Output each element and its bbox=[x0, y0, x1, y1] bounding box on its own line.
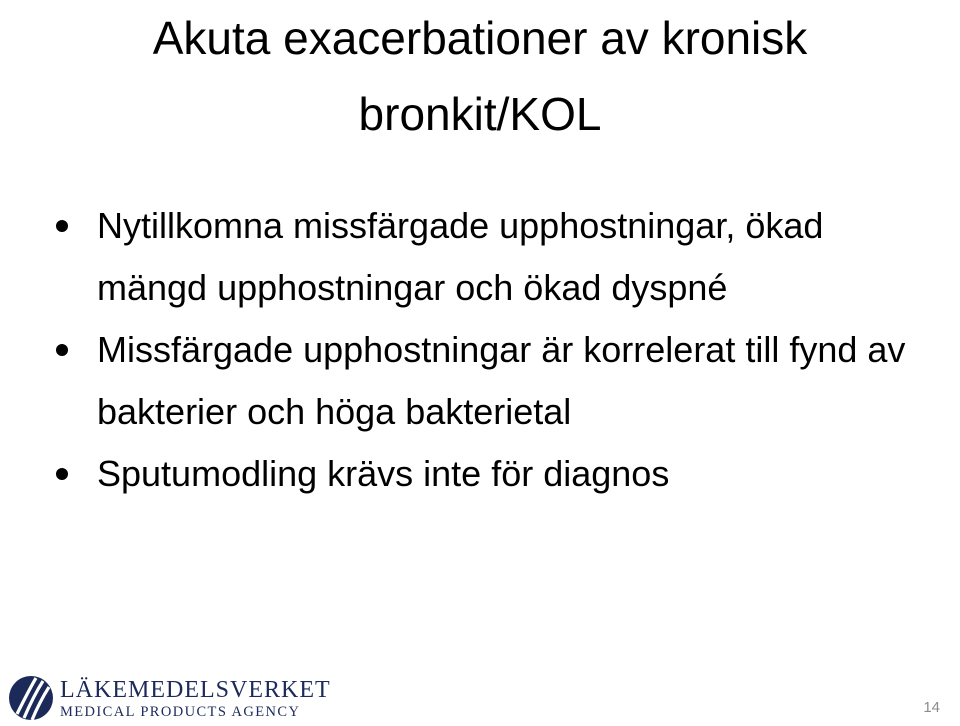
bullet-dot-icon bbox=[56, 220, 68, 232]
bullet-text: Missfärgade upphostningar är korrelerat till fynd av bakterier och höga bakterietal bbox=[97, 329, 906, 432]
bullet-item bbox=[56, 195, 936, 319]
agency-emblem-icon bbox=[8, 674, 54, 722]
bullet-list bbox=[56, 195, 936, 505]
bullet-text: Nytillkomna missfärgade upphostningar, ökad mängd upphostningar och ökad dyspné bbox=[97, 205, 824, 308]
slide-title: Akuta exacerbationer av kronisk bronkit/KOL bbox=[152, 12, 808, 140]
page-number: 14 bbox=[923, 699, 940, 716]
bullet-item bbox=[56, 443, 936, 505]
bullet-dot-icon bbox=[56, 468, 68, 480]
bullet-text: Sputumodling krävs inte för diagnos bbox=[97, 453, 670, 494]
bullet-item bbox=[56, 319, 936, 443]
logo-name-line2: MEDICAL PRODUCTS AGENCY bbox=[60, 704, 301, 720]
agency-logo bbox=[8, 674, 338, 722]
bullet-dot-icon bbox=[56, 344, 68, 356]
logo-name-line1: LÄKEMEDELSVERKET bbox=[60, 677, 331, 703]
